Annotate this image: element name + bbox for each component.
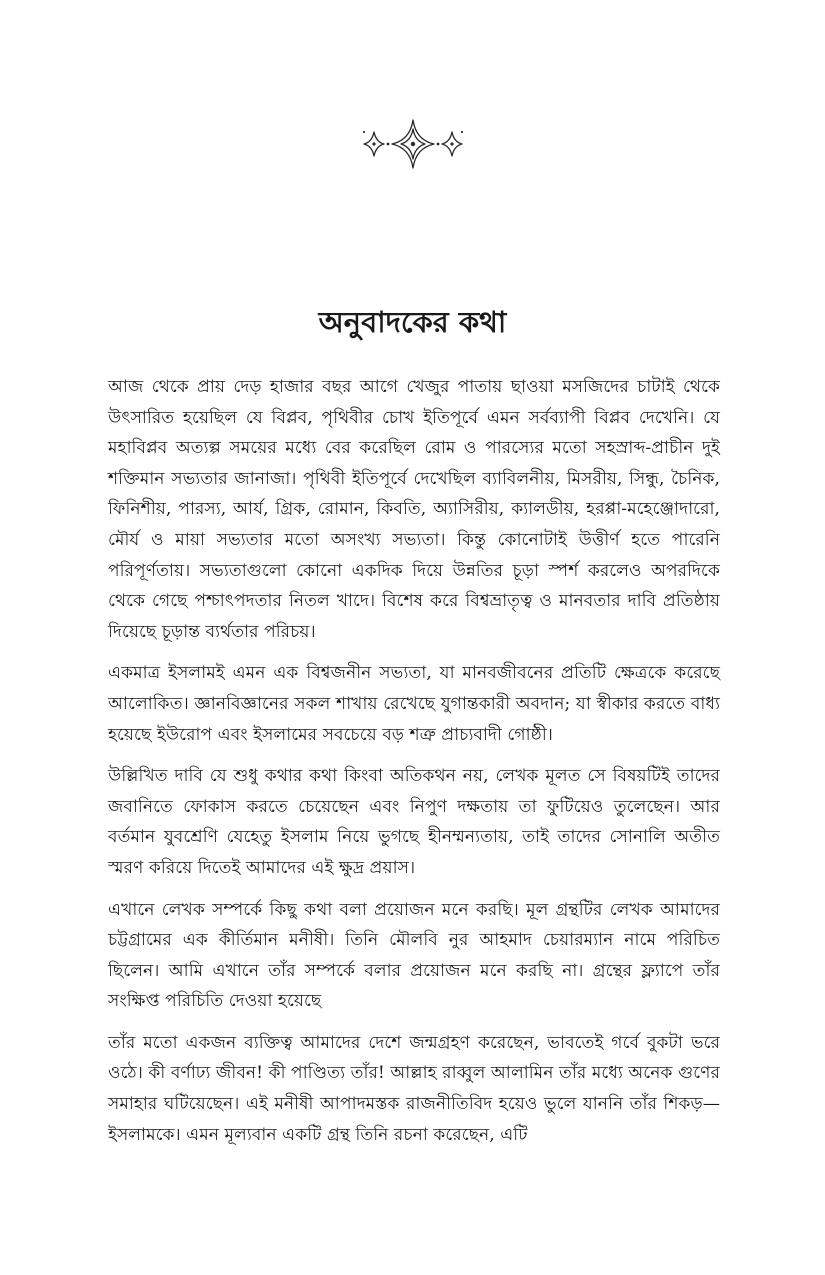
body-text	[108, 372, 720, 1161]
ornament	[0, 118, 825, 170]
paragraph-2: একমাত্র ইসলামই এমন এক বিশ্বজনীন সভ্যতা, যা মানবজীবনের প্রতিটি ক্ষেত্রকে করেছে আলোকিত। জ্ঞানবিজ্ঞানের সকল শাখায় রেখেছে যুগান্তকারী অবদান; যা স্বীকার করতে বাধ্য হয়েছে ইউরোপ এবং ইসলামের সবচেয়ে বড় শত্রু প্রাচ্যবাদী গোষ্ঠী।	[108, 663, 720, 745]
diamond-star-ornament-icon	[358, 118, 468, 170]
paragraph-1: আজ থেকে প্রায় দেড় হাজার বছর আগে খেজুর পাতায় ছাওয়া মসজিদের চাটাই থেকে উৎসারিত হয়েছিল যে বিপ্লব, পৃথিবীর চোখ ইতিপূর্বে এমন সর্বব্যাপী বিপ্লব দেখেনি। যে মহাবিপ্লব অত্যল্প সময়ের মধ্যে বের করেছিল রোম ও পারস্যের মতো সহস্রাব্দ-প্রাচীন দুই শক্তিমান সভ্যতার জানাজা। পৃথিবী ইতিপূর্বে দেখেছিল ব্যাবিলনীয়, মিসরীয়, সিন্ধু, চৈনিক, ফিনিশীয়, পারস্য, আর্য, গ্রিক, রোমান, কিবতি, অ্যাসিরীয়, ক্যালডীয়, হরপ্পা-মহেঞ্জোদারো, মৌর্য ও মায়া সভ্যতার মতো অসংখ্য সভ্যতা। কিন্তু কোনোটাই উত্তীর্ণ হতে পারেনি পরিপূর্ণতায়। সভ্যতাগুলো কোনো একদিক দিয়ে উন্নতির চূড়া স্পর্শ করলেও অপরদিকে থেকে গেছে পশ্চাৎপদতার নিতল খাদে। বিশেষ করে বিশ্বভ্রাতৃত্ব ও মানবতার দাবি প্রতিষ্ঠায় দিয়েছে চূড়ান্ত ব্যর্থতার পরিচয়।	[108, 377, 720, 642]
paragraph-3: উল্লিখিত দাবি যে শুধু কথার কথা কিংবা অতিকথন নয়, লেখক মূলত সে বিষয়টিই তাদের জবানিতে ফোকাস করতে চেয়েছেন এবং নিপুণ দক্ষতায় তা ফুটিয়েও তুলেছেন। আর বর্তমান যুবশ্রেণি যেহেতু ইসলাম নিয়ে ভুগছে হীনম্মন্যতায়, তাই তাদের সোনালি অতীত স্মরণ করিয়ে দিতেই আমাদের এই ক্ষুদ্র প্রয়াস।	[108, 766, 720, 878]
page-title: অনুবাদকের কথা	[318, 305, 507, 339]
paragraph-5: তাঁর মতো একজন ব্যক্তিত্ব আমাদের দেশে জন্মগ্রহণ করেছেন, ভাবতেই গর্বে বুকটা ভরে ওঠে। কী বর্ণাঢ্য জীবন! কী পাণ্ডিত্য তাঁর! আল্লাহ রাব্বুল আলামিন তাঁর মধ্যে অনেক গুণের সমাহার ঘটিয়েছেন। এই মনীষী আপাদমস্তক রাজনীতিবিদ হয়েও ভুলে যাননি তাঁর শিকড়—ইসলামকে। এমন মূল্যবান একটি গ্রন্থ তিনি রচনা করেছেন, এটি	[108, 1032, 720, 1145]
paragraph-4: এখানে লেখক সম্পর্কে কিছু কথা বলা প্রয়োজন মনে করছি। মূল গ্রন্থটির লেখক আমাদের চট্টগ্রামের এক কীর্তিমান মনীষী। তিনি মৌলবি নুর আহমাদ চেয়ারম্যান নামে পরিচিত ছিলেন। আমি এখানে তাঁর সম্পর্কে বলার প্রয়োজন মনে করছি না। গ্রন্থের ফ্ল্যাপে তাঁর সংক্ষিপ্ত পরিচিতি দেওয়া হয়েছে	[108, 899, 720, 1012]
